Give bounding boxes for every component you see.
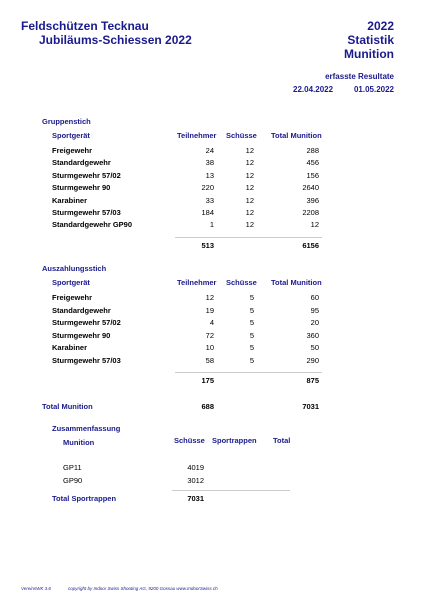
- row-sportgeraet: Karabiner: [52, 343, 88, 353]
- section-title-gruppenstich: Gruppenstich: [42, 117, 91, 126]
- auszahlungsstich-sum-total: 875: [306, 376, 319, 385]
- row-sportgeraet: Standardgewehr: [52, 158, 111, 168]
- col-header-total-summary: Total: [273, 436, 291, 445]
- row-total: 2208: [302, 208, 319, 217]
- auszahlungsstich-sum-divider: [175, 372, 322, 373]
- col-header-teilnehmer: Teilnehmer: [177, 278, 217, 287]
- row-total: 20: [310, 318, 319, 328]
- summary-row-schuesse: 4019: [187, 463, 204, 472]
- col-header-sportrappen: Sportrappen: [212, 436, 257, 445]
- row-teilnehmer: 33: [205, 195, 214, 205]
- section-title-auszahlungsstich: Auszahlungsstich: [42, 264, 107, 273]
- row-schuesse: 5: [249, 293, 254, 302]
- row-teilnehmer: 72: [205, 330, 214, 340]
- total-sportrappen-schuesse: 7031: [187, 494, 204, 503]
- row-schuesse: 12: [245, 146, 254, 155]
- total-munition-label: Total Munition: [42, 402, 93, 411]
- report-year: 2022: [367, 19, 394, 33]
- col-header-sportgeraet: Sportgerät: [52, 278, 90, 287]
- row-total: 288: [306, 146, 319, 155]
- row-total: 156: [306, 170, 319, 180]
- row-schuesse: 5: [249, 305, 254, 315]
- date-to: 01.05.2022: [353, 85, 394, 94]
- row-schuesse: 5: [249, 330, 254, 340]
- row-schuesse: 12: [245, 195, 254, 205]
- row-total: 95: [310, 305, 319, 315]
- total-munition-total: 7031: [302, 402, 319, 411]
- row-teilnehmer: 10: [205, 343, 214, 353]
- row-sportgeraet: Karabiner: [52, 195, 88, 205]
- total-sportrappen-label: Total Sportrappen: [52, 494, 117, 503]
- row-schuesse: 5: [249, 343, 254, 353]
- col-header-total-munition: Total Munition: [271, 278, 322, 287]
- row-total: 12: [310, 220, 319, 230]
- row-sportgeraet: Sturmgewehr 57/03: [52, 356, 121, 365]
- row-total: 60: [310, 293, 319, 302]
- row-sportgeraet: Standardgewehr GP90: [52, 220, 133, 230]
- row-total: 290: [306, 356, 319, 365]
- section-title-zusammenfassung: Zusammenfassung: [52, 424, 121, 433]
- col-header-sportgeraet: Sportgerät: [52, 131, 90, 140]
- row-teilnehmer: 1: [209, 220, 214, 230]
- row-sportgeraet: Freigewehr: [52, 146, 93, 155]
- club-name: Feldschützen Tecknau: [21, 19, 149, 33]
- col-header-schuesse: Schüsse: [226, 131, 257, 140]
- col-header-munition: Munition: [63, 438, 95, 447]
- row-total: 2640: [302, 183, 319, 193]
- col-header-total-munition: Total Munition: [271, 131, 322, 140]
- gruppenstich-sum-divider: [175, 237, 322, 238]
- summary-row-munition: GP90: [63, 475, 83, 485]
- event-name: Jubiläums-Schiessen 2022: [39, 33, 192, 47]
- row-sportgeraet: Standardgewehr: [52, 305, 111, 315]
- row-teilnehmer: 24: [205, 146, 214, 155]
- report-title-line1: Statistik: [347, 33, 394, 47]
- gruppenstich-sum-teilnehmer: 513: [201, 241, 214, 250]
- row-teilnehmer: 220: [201, 183, 214, 193]
- row-sportgeraet: Sturmgewehr 90: [52, 183, 111, 193]
- row-teilnehmer: 13: [205, 170, 214, 180]
- col-header-teilnehmer: Teilnehmer: [177, 131, 217, 140]
- row-teilnehmer: 12: [205, 293, 214, 302]
- col-header-schuesse: Schüsse: [226, 278, 257, 287]
- row-teilnehmer: 4: [209, 318, 214, 328]
- row-sportgeraet: Sturmgewehr 90: [52, 330, 111, 340]
- row-total: 360: [306, 330, 319, 340]
- row-schuesse: 12: [245, 170, 254, 180]
- row-schuesse: 12: [245, 158, 254, 168]
- row-sportgeraet: Freigewehr: [52, 293, 93, 302]
- date-from: 22.04.2022: [293, 85, 334, 94]
- row-sportgeraet: Sturmgewehr 57/03: [52, 208, 121, 217]
- row-total: 396: [306, 195, 319, 205]
- report-subtitle: erfasste Resultate: [325, 72, 394, 81]
- summary-row-munition: GP11: [63, 463, 82, 472]
- footer-version: VereinsWK 3.6: [21, 586, 51, 591]
- row-schuesse: 12: [245, 220, 254, 230]
- col-header-schuesse-summary: Schüsse: [174, 436, 205, 445]
- row-total: 50: [310, 343, 319, 353]
- row-schuesse: 12: [245, 183, 254, 193]
- row-teilnehmer: 19: [205, 305, 214, 315]
- row-sportgeraet: Sturmgewehr 57/02: [52, 318, 121, 328]
- row-schuesse: 5: [249, 318, 254, 328]
- summary-row-schuesse: 3012: [187, 475, 204, 485]
- footer-copyright: copyright by Indoor Swiss Shooting AG, 9200 Gossau www.IndoorSwiss.ch: [68, 586, 218, 591]
- report-title-line2: Munition: [344, 47, 394, 61]
- row-total: 456: [306, 158, 319, 168]
- row-teilnehmer: 38: [205, 158, 214, 168]
- row-teilnehmer: 184: [201, 208, 214, 217]
- row-sportgeraet: Sturmgewehr 57/02: [52, 170, 121, 180]
- row-schuesse: 12: [245, 208, 254, 217]
- auszahlungsstich-sum-teilnehmer: 175: [201, 376, 214, 385]
- row-teilnehmer: 58: [205, 356, 214, 365]
- total-munition-teilnehmer: 688: [201, 402, 214, 411]
- gruppenstich-sum-total: 6156: [302, 241, 319, 250]
- row-schuesse: 5: [249, 356, 254, 365]
- zusammenfassung-divider: [172, 490, 290, 491]
